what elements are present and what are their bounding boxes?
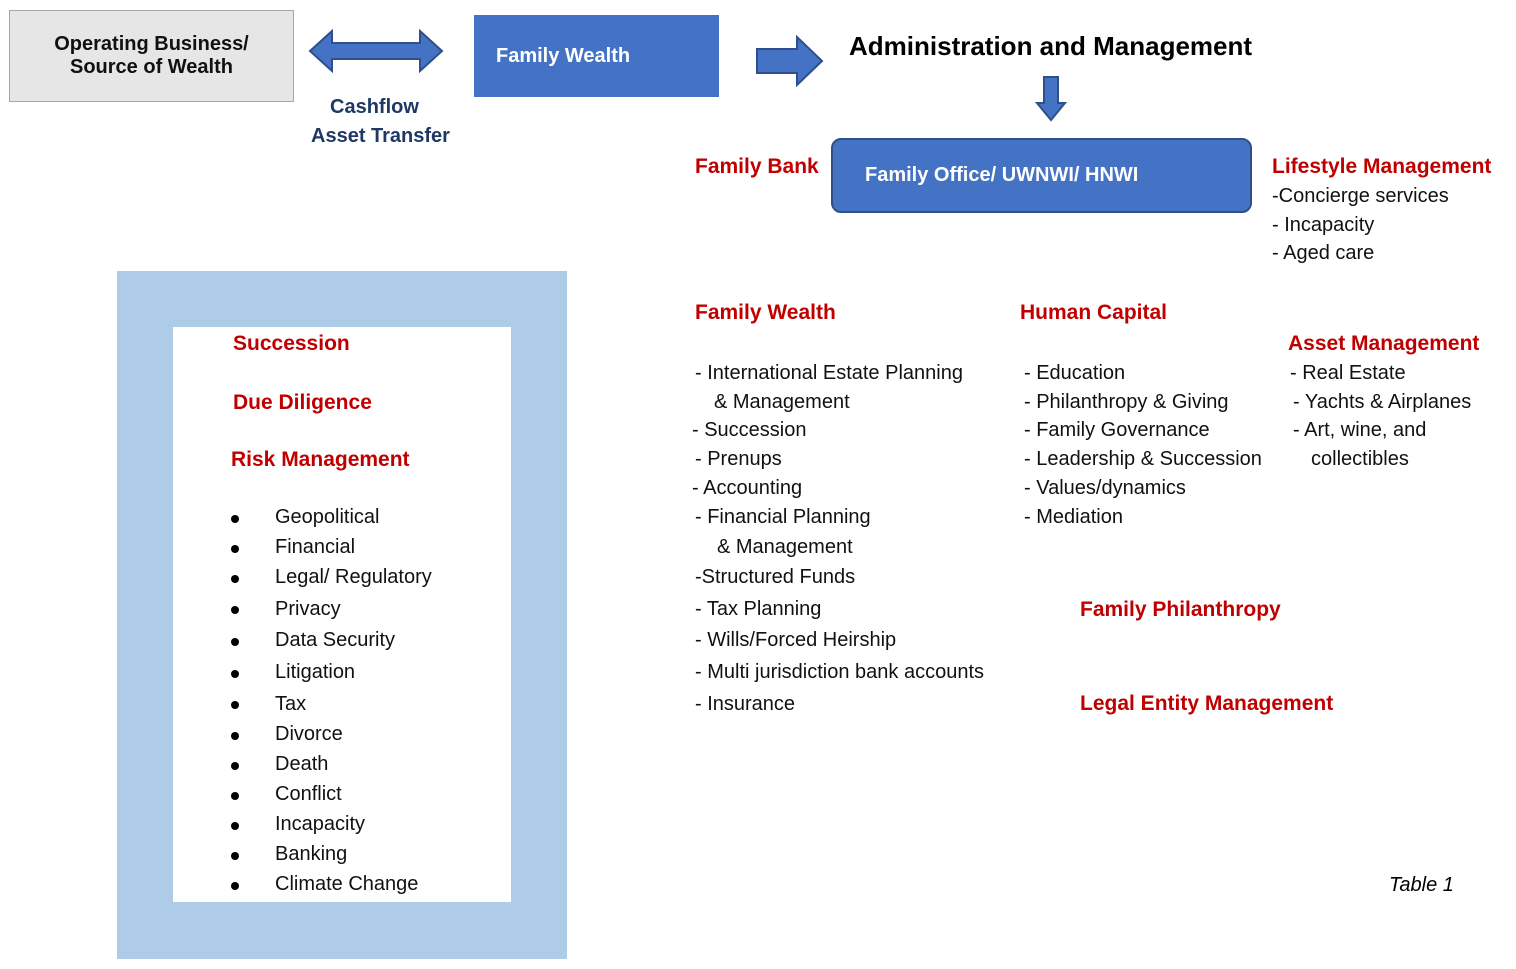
family-wealth-item: - Multi jurisdiction bank accounts [695, 661, 985, 683]
source-line-2: Source of Wealth [70, 56, 233, 78]
lifestyle-item: - Incapacity [1272, 214, 1375, 236]
cashflow-label: Cashflow [330, 96, 419, 118]
risk-item: Litigation [275, 661, 356, 683]
lifestyle-title: Lifestyle Management [1272, 155, 1492, 178]
family-wealth-box [474, 15, 719, 97]
family-wealth-item: - Succession [692, 419, 807, 441]
risk-item: Tax [275, 693, 307, 715]
risk-item: Legal/ Regulatory [275, 566, 432, 588]
legal-entity-heading: Legal Entity Management [1080, 692, 1334, 715]
bullet-icon [231, 575, 239, 583]
table-caption: Table 1 [1389, 874, 1454, 896]
down-arrow-icon [1035, 75, 1067, 123]
family-bank-label: Family Bank [695, 155, 819, 178]
family-wealth-item: - International Estate Planning [695, 362, 963, 384]
bullet-icon [231, 822, 239, 830]
family-wealth-item: - Insurance [695, 693, 796, 715]
right-arrow-icon [755, 35, 825, 87]
family-wealth-item: -Structured Funds [695, 566, 856, 588]
bullet-icon [231, 545, 239, 553]
risk-item: Banking [275, 843, 348, 865]
succession-heading: Succession [233, 332, 350, 355]
family-wealth-box-label: Family Wealth [496, 44, 631, 67]
human-capital-item: - Mediation [1024, 506, 1123, 528]
bullet-icon [231, 638, 239, 646]
bullet-icon [231, 515, 239, 523]
risk-item: Climate Change [275, 873, 419, 895]
human-capital-item: - Philanthropy & Giving [1024, 391, 1229, 413]
asset-management-item: - Art, wine, and [1293, 419, 1427, 441]
family-wealth-item: - Accounting [692, 477, 803, 499]
human-capital-item: - Values/dynamics [1024, 477, 1186, 499]
lifestyle-item: -Concierge services [1272, 185, 1449, 207]
bullet-icon [231, 732, 239, 740]
bullet-icon [231, 882, 239, 890]
double-arrow-icon [308, 29, 444, 73]
source-of-wealth-box [9, 10, 294, 102]
bullet-icon [231, 792, 239, 800]
family-office-label: Family Office/ UWNWI/ HNWI [865, 164, 1139, 186]
risk-item: Geopolitical [275, 506, 380, 528]
family-wealth-item: - Wills/Forced Heirship [695, 629, 897, 651]
admin-title: Administration and Management [849, 31, 1253, 61]
lifestyle-item: - Aged care [1272, 242, 1375, 264]
risk-item: Incapacity [275, 813, 366, 835]
asset-management-item: - Yachts & Airplanes [1293, 391, 1472, 413]
risk-item: Privacy [275, 598, 341, 620]
family-philanthropy-heading: Family Philanthropy [1080, 598, 1281, 621]
risk-item: Conflict [275, 783, 342, 805]
human-capital-heading: Human Capital [1020, 301, 1168, 324]
family-wealth-item: - Prenups [695, 448, 782, 470]
family-wealth-heading: Family Wealth [695, 301, 836, 324]
family-wealth-item: & Management [714, 391, 850, 413]
asset-transfer-label: Asset Transfer [311, 125, 450, 147]
human-capital-item: - Education [1024, 362, 1126, 384]
bullet-icon [231, 852, 239, 860]
family-wealth-item: - Tax Planning [695, 598, 822, 620]
bullet-icon [231, 670, 239, 678]
asset-management-heading: Asset Management [1288, 332, 1480, 355]
risk-item: Divorce [275, 723, 343, 745]
family-wealth-item: & Management [717, 536, 853, 558]
asset-management-item: - Real Estate [1290, 362, 1406, 384]
due-diligence-heading: Due Diligence [233, 391, 372, 414]
risk-item: Financial [275, 536, 356, 558]
source-line-1: Operating Business/ [54, 33, 249, 55]
asset-management-item: collectibles [1311, 448, 1409, 470]
bullet-icon [231, 701, 239, 709]
risk-item: Death [275, 753, 329, 775]
bullet-icon [231, 606, 239, 614]
human-capital-item: - Leadership & Succession [1024, 448, 1262, 470]
bullet-icon [231, 762, 239, 770]
human-capital-item: - Family Governance [1024, 419, 1210, 441]
risk-item: Data Security [275, 629, 396, 651]
risk-management-heading: Risk Management [231, 448, 410, 471]
family-wealth-item: - Financial Planning [695, 506, 871, 528]
family-office-box [831, 138, 1252, 213]
